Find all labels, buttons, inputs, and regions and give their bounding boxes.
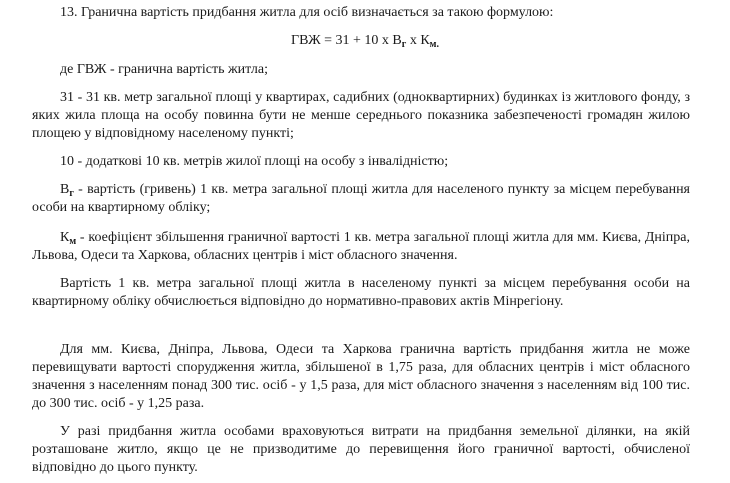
vg-sub: г (69, 188, 74, 199)
paragraph-city-limits: Для мм. Києва, Дніпра, Львова, Одеси та Харкова гранична вартість придбання житла не може перевищувати вартості спорудження житла, збільшеної в 1,75 раза, для обласних центрів і міст обласного значення з населенням понад 300 тис. осіб - у 1,5 раза, для міст обласного значення з населенням від 100 тис. до 300 тис. осіб - у 1,25 раза. (32, 342, 690, 411)
paragraph-cost-calculation: Вартість 1 кв. метра загальної площі житла в населеному пункті за місцем перебування особи на квартирному обліку обчислюється відповідно до нормативно-правових актів Мінрегіону. (32, 276, 690, 309)
paragraph-vg-definition (32, 181, 690, 217)
vg-symbol: В (60, 182, 70, 197)
formula-line (0, 32, 730, 50)
formula-sub-m: м. (429, 39, 439, 50)
paragraph-land-costs: У разі придбання житла особами враховуються витрати на придбання земельної ділянки, на якій розташоване житло, якщо це не призводитиме до перевищення його граничної вартості, обчисленої відповідно до цього пункту. (32, 424, 690, 475)
km-text: - коефіцієнт збільшення граничної вартості 1 кв. метра загальної площі житла для мм. Києва, Дніпра, Львова, Одеси та Харкова, обласних центрів і міст обласного значення. (32, 230, 690, 263)
formula-sub-g: г (401, 39, 407, 50)
vg-text: - вартість (гривень) 1 кв. метра загальної площі житла для населеного пункту за місцем перебування особи на квартирному обліку; (32, 182, 690, 215)
km-sub: м (69, 236, 77, 247)
paragraph-10-definition: 10 - додаткові 10 кв. метрів жилої площі на особу з інвалідністю; (60, 154, 449, 169)
paragraph-31-definition: 31 - 31 кв. метр загальної площі у квартирах, садибних (одноквартирних) будинках із житлового фонду, з яких жила площа на особу повинна бути не менше середнього показника забезпеченості громадян жилою площею у відповідному населеному пункті; (32, 90, 690, 141)
km-symbol: К (60, 230, 70, 245)
paragraph-13-heading: 13. Гранична вартість придбання житла для осіб визначається за такою формулою: (60, 5, 554, 20)
formula-mid: х К (406, 33, 430, 48)
paragraph-km-definition (32, 229, 690, 265)
paragraph-gvzh-definition: де ГВЖ - гранична вартість житла; (60, 62, 269, 77)
formula-main: ГВЖ = 31 + 10 х В (291, 33, 402, 48)
